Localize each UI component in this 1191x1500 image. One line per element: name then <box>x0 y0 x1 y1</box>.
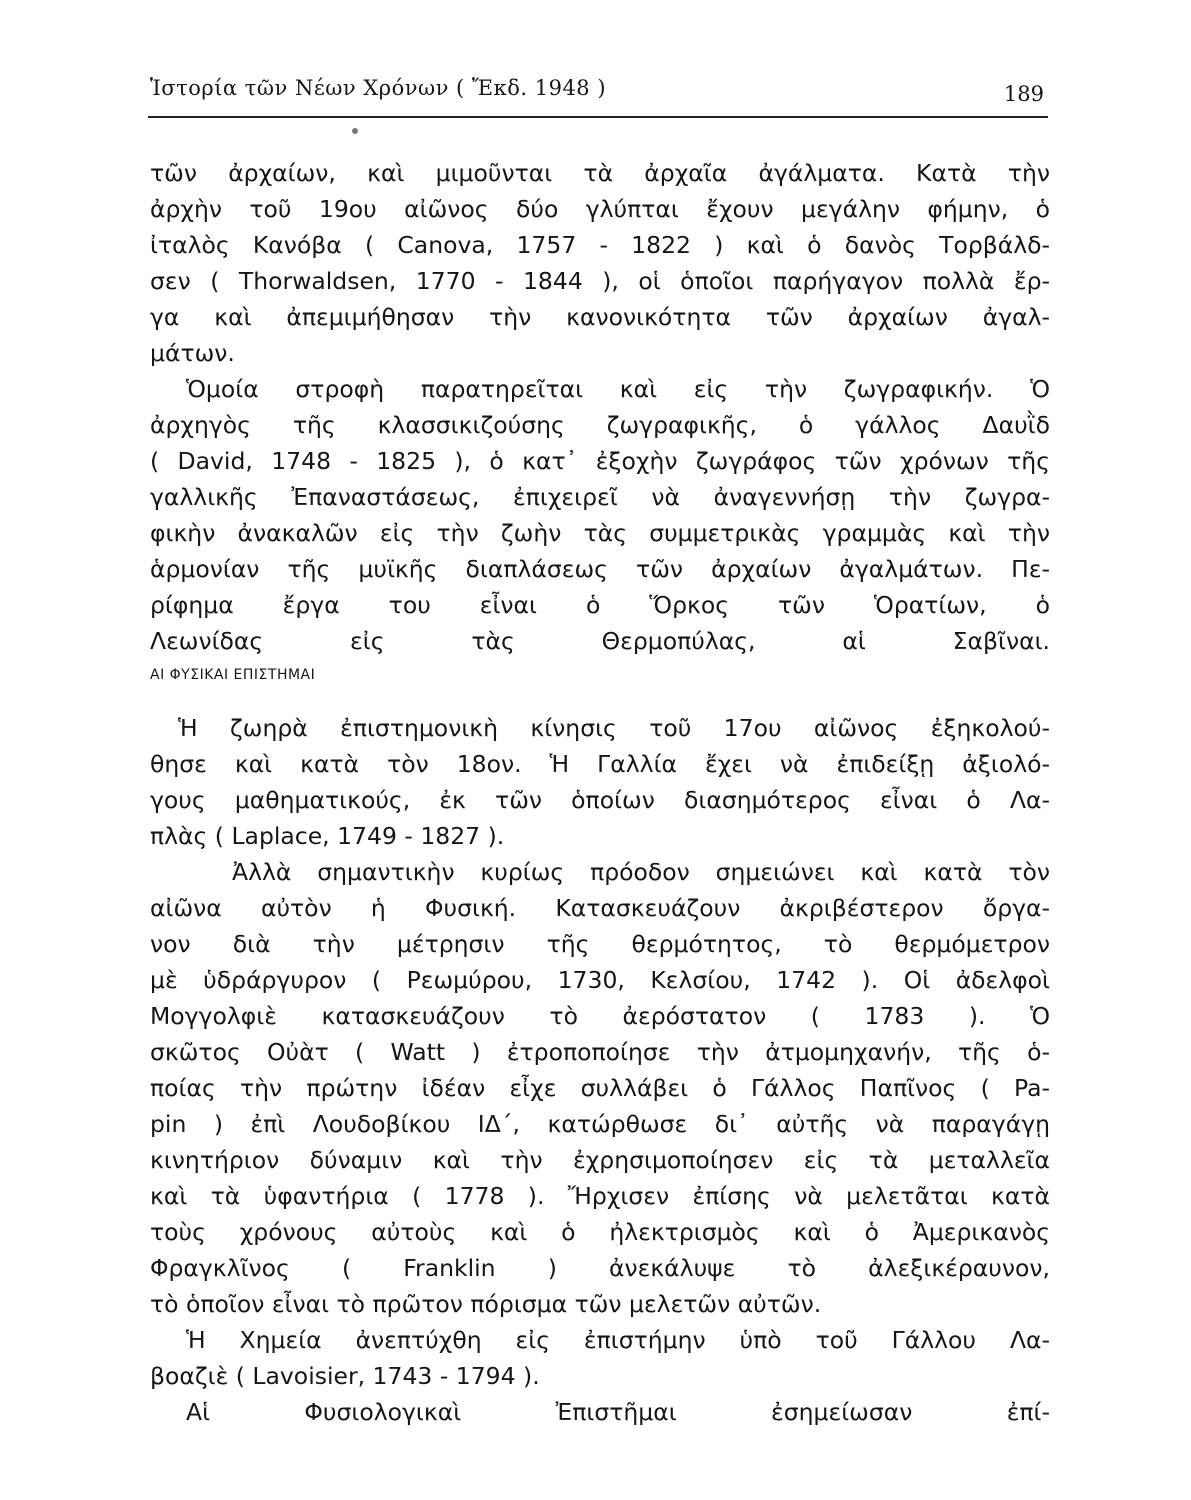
text-line: Ἡ Χημεία ἀνεπτύχθη εἰς ἐπιστήμην ὑπὸ τοῦ Γάλλου Λα- <box>186 1326 1050 1354</box>
text-line: σκῶτος Οὐὰτ ( Watt ) ἐτροποποίησε τὴν ἀτμομηχανήν, τῆς ὁ- <box>150 1038 1050 1066</box>
text-line: ἀρχηγὸς τῆς κλασσικιζούσης ζωγραφικῆς, ὁ γάλλος Δαυῒδ <box>150 411 1050 439</box>
ink-speck <box>352 128 358 134</box>
text-line: νον διὰ τὴν μέτρησιν τῆς θερμότητος, τὸ θερμόμετρον <box>150 930 1050 958</box>
text-line: φικὴν ἀνακαλῶν εἰς τὴν ζωὴν τὰς συμμετρικὰς γραμμὰς καὶ τὴν <box>150 519 1050 547</box>
text-line: ἁρμονίαν τῆς μυϊκῆς διαπλάσεως τῶν ἀρχαίων ἀγαλμάτων. Πε- <box>150 555 1050 583</box>
text-line: ἀρχὴν τοῦ 19ου αἰῶνος δύο γλύπται ἔχουν μεγάλην φήμην, ὁ <box>150 195 1050 223</box>
text-line: γα καὶ ἀπεμιμήθησαν τὴν κανονικότητα τῶν ἀρχαίων ἀγαλ- <box>150 303 1050 331</box>
text-line: μάτων. <box>150 339 235 367</box>
text-line: Φραγκλῖνος ( Franklin ) ἀνεκάλυψε τὸ ἀλεξικέραυνον, <box>150 1254 1050 1282</box>
text-line: ποίας τὴν πρώτην ἰδέαν εἶχε συλλάβει ὁ Γάλλος Παπῖνος ( Pa- <box>150 1074 1050 1102</box>
text-line: ρίφημα ἔργα του εἶναι ὁ Ὅρκος τῶν Ὁρατίων, ὁ <box>150 591 1050 619</box>
page-header <box>148 76 1048 118</box>
text-line: βοαζιὲ ( Lavoisier, 1743 - 1794 ). <box>150 1362 540 1390</box>
text-line: τὸ ὁποῖον εἶναι τὸ πρῶτον πόρισμα τῶν μελετῶν αὐτῶν. <box>150 1290 822 1318</box>
text-line: Ὁμοία στροφὴ παρατηρεῖται καὶ εἰς τὴν ζωγραφικήν. Ὁ <box>186 375 1050 403</box>
text-line: Αἱ Φυσιολογικαὶ Ἐπιστῆμαι ἐσημείωσαν ἐπί- <box>186 1398 1050 1426</box>
text-line: γαλλικῆς Ἐπαναστάσεως, ἐπιχειρεῖ νὰ ἀναγεννήσῃ τὴν ζωγρα- <box>150 483 1050 511</box>
text-line: ἰταλὸς Κανόβα ( Canova, 1757 - 1822 ) καὶ ὁ δανὸς Τορβάλδ- <box>150 231 1050 259</box>
text-line: κινητήριον δύναμιν καὶ τὴν ἐχρησιμοποίησεν εἰς τὰ μεταλλεῖα <box>150 1146 1050 1174</box>
text-line: καὶ τὰ ὑφαντήρια ( 1778 ). Ἤρχισεν ἐπίσης νὰ μελετᾶται κατὰ <box>150 1182 1050 1210</box>
text-line: θησε καὶ κατὰ τὸν 18ον. Ἡ Γαλλία ἔχει νὰ ἐπιδείξῃ ἀξιολό- <box>150 750 1050 778</box>
text-line: πλὰς ( Laplace, 1749 - 1827 ). <box>150 822 505 850</box>
running-title: Ἱστορία τῶν Νέων Χρόνων ( Ἔκδ. 1948 ) <box>150 76 607 100</box>
text-line: ( David, 1748 - 1825 ), ὁ κατ᾿ ἐξοχὴν ζωγράφος τῶν χρόνων τῆς <box>150 447 1050 475</box>
text-line: Λεωνίδας εἰς τὰς Θερμοπύλας, αἱ Σαβῖναι. <box>150 627 1050 655</box>
section-heading: ΑΙ ΦΥΣΙΚΑΙ ΕΠΙΣΤΗΜΑΙ <box>150 667 316 683</box>
text-line: Ἡ ζωηρὰ ἐπιστημονικὴ κίνησις τοῦ 17ου αἰῶνος ἐξηκολού- <box>178 714 1050 742</box>
text-line: τοὺς χρόνους αὐτοὺς καὶ ὁ ἠλεκτρισμὸς καὶ ὁ Ἀμερικανὸς <box>150 1218 1050 1246</box>
text-line: Μογγολφιὲ κατασκευάζουν τὸ ἀερόστατον ( 1783 ). Ὁ <box>150 1002 1050 1030</box>
text-line: pin ) ἐπὶ Λουδοβίκου ΙΔ΄, κατώρθωσε δι᾿ αὐτῆς νὰ παραγάγῃ <box>150 1110 1050 1138</box>
page-number: 189 <box>1003 82 1044 106</box>
text-line: σεν ( Thorwaldsen, 1770 - 1844 ), οἱ ὁποῖοι παρήγαγον πολλὰ ἔρ- <box>150 267 1050 295</box>
text-line: τῶν ἀρχαίων, καὶ μιμοῦνται τὰ ἀρχαῖα ἀγάλματα. Κατὰ τὴν <box>150 159 1050 187</box>
text-line: αἰῶνα αὐτὸν ἡ Φυσική. Κατασκευάζουν ἀκριβέστερον ὄργα- <box>150 894 1050 922</box>
text-line: μὲ ὑδράργυρον ( Ρεωμύρου, 1730, Κελσίου, 1742 ). Οἱ ἀδελφοὶ <box>150 966 1050 994</box>
text-line: γους μαθηματικούς, ἐκ τῶν ὁποίων διασημότερος εἶναι ὁ Λα- <box>150 786 1050 814</box>
text-line: Ἀλλὰ σημαντικὴν κυρίως πρόοδον σημειώνει καὶ κατὰ τὸν <box>232 858 1050 886</box>
